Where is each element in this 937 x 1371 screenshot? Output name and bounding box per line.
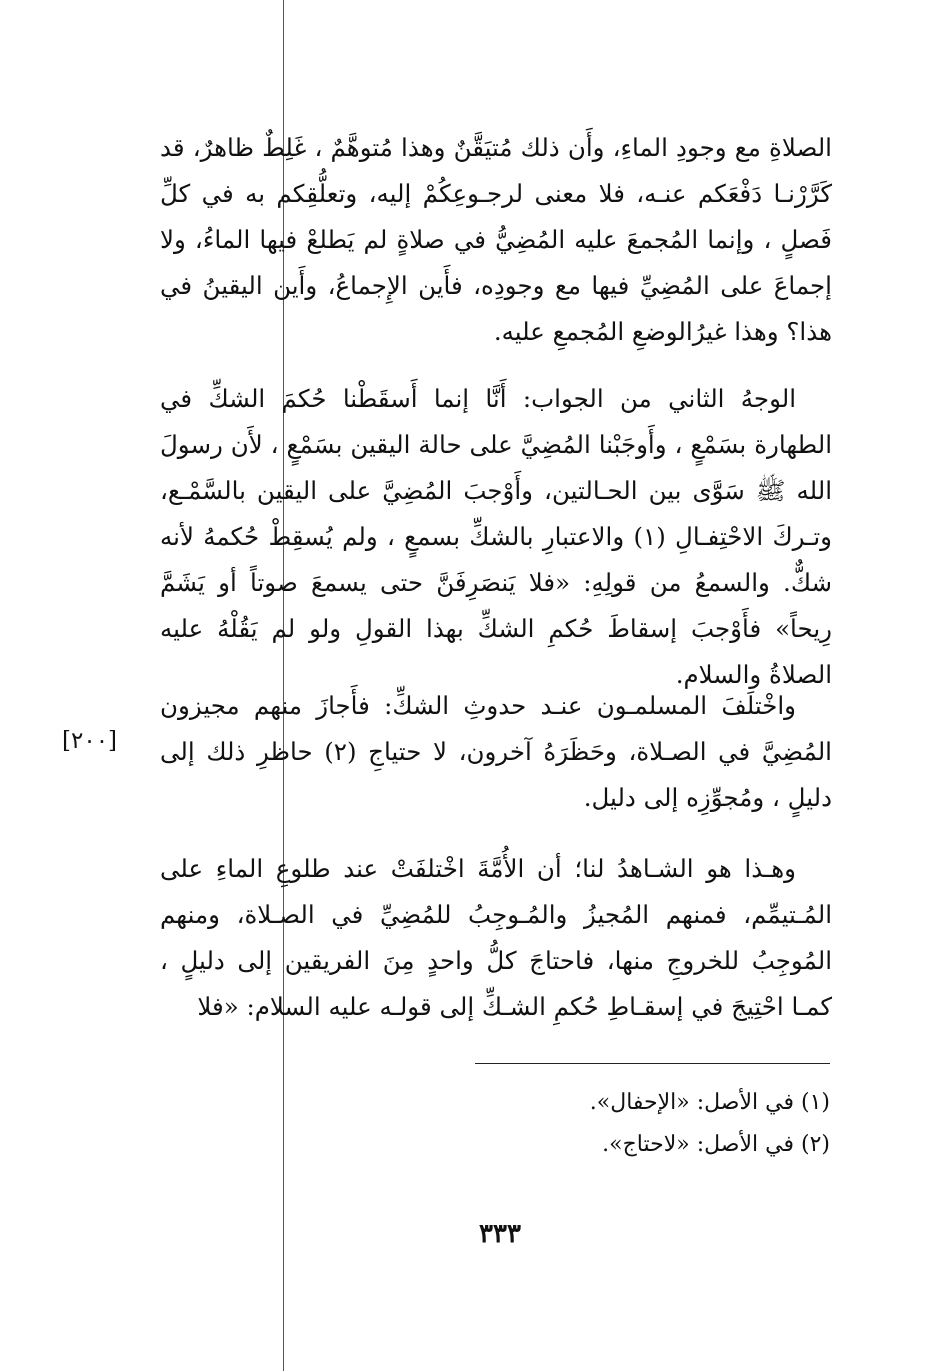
paragraph-2: الوجهُ الثاني من الجواب: أَنَّا إنما أَسقَطْنا حُكمَ الشكِّ في الطهارة بسَمْعٍ ، وأَوجَبْنا المُضِيَّ على حالة اليقين بسَمْعٍ ، لأَن رسولَ الله ﷺ سَوَّى بين الحـالتين، وأَوْجبَ المُضِيَّ على اليقين بالسَّمْـع، وتـركَ الاحْتِفـالِ (١) والاعتبارِ بالشكِّ بسمعٍ ، ولم يُسقِطْ حُكمهُ لأنه شكٌّ. والسمعُ من قولِهِ: «فلا يَنصَرِفَنَّ حتى يسمعَ صوتاً أو يَشَمَّ رِيحاً» فأَوْجبَ إسقاطَ حُكمِ الشكِّ بهذا القولِ ولو لم يَقُلْهُ عليه الصلاةُ والسلام. [160, 384, 833, 689]
paragraph-3: واخْتلَفَ المسلمـون عنـد حدوثِ الشكِّ: فأَجازَ منهم مجيزون المُضِيَّ في الصـلاة، وحَظَرَهُ آخرون، لا حتياجِ (٢) حاظرِ ذلك إلى دليلٍ ، ومُجوِّزِه إلى دليل. [160, 691, 832, 812]
footnote-2: (٢) في الأصل: «لاحتاج». [602, 1132, 830, 1157]
paragraph-1: الصلاةِ مع وجودِ الماءِ، وأَن ذلك مُتيَقَّنٌ وهذا مُتوهَّمٌ ، غَلِطٌ ظاهرٌ، قد كَرَّرْنـا دَفْعَكم عنـه، فلا معنى لرجـوعِكُمْ إليه، وتعلُّقِكم به في كلِّ فَصلٍ ، وإنما المُجمعَ عليه المُضِيُّ في صلاةٍ لم يَطلعْ فيها الماءُ، ولا إجماعَ على المُضِيِّ فيها مع وجودِه، فأَين الإِجماعُ، وأَين اليقينُ في هذا؟ وهذا غيرُالوضعِ المُجمعِ عليه. [160, 133, 832, 346]
paragraph-4: وهـذا هو الشـاهدُ لنا؛ أن الأُمَّةَ اخْتلفَتْ عند طلوعِ الماءِ على المُـتيمِّم، فمنهم المُجيزُ والمُـوجِبُ للمُضِيِّ في الصـلاة، ومنهم المُوجِبُ للخروجِ منها، فاحتاجَ كلُّ واحدٍ مِنَ الفريقين إلى دليلٍ ، كمـا احْتِيجَ في إسقـاطِ حُكمِ الشـكِّ إلى قولـه عليه السلام: «فلا [160, 854, 832, 1021]
page-number: ٣٣٣ [479, 1219, 521, 1249]
margin-page-reference: [٢٠٠] [62, 728, 118, 754]
footnote-separator [475, 1063, 830, 1064]
footnotes [380, 1082, 830, 1166]
footnote-1: (١) في الأصل: «الإحفال». [589, 1090, 830, 1115]
